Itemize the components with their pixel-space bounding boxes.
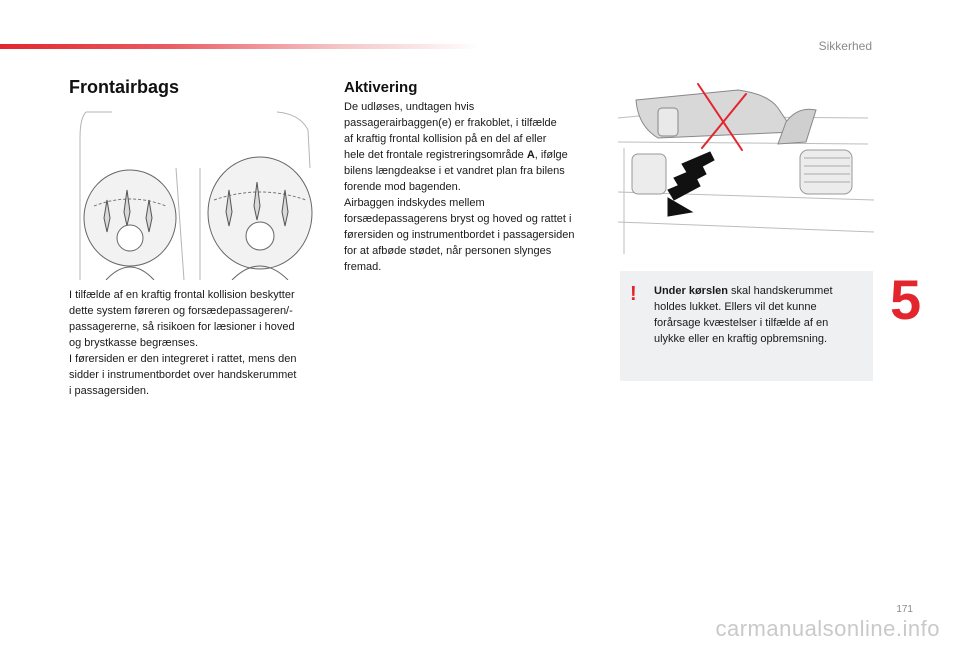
- watermark: carmanualsonline.info: [715, 616, 940, 641]
- warning-text: [654, 283, 864, 347]
- airbag-occupants-illustration: [72, 108, 320, 280]
- page-number: 171: [896, 604, 913, 615]
- dashboard-glovebox-illustration: [618, 82, 874, 254]
- aktivering-title: Aktivering: [344, 79, 418, 96]
- frontairbags-title: Frontairbags: [69, 77, 180, 97]
- chapter-number: 5: [890, 268, 922, 331]
- section-title: Sikkerhed: [818, 39, 872, 53]
- header-accent-bar: [0, 44, 480, 49]
- zone-label: A: [526, 149, 535, 161]
- aktivering-text-part: De udløses, undtagen hvis passagerairbaggen(e) er frakoblet, i tilfælde af kraftig frontal kollision på en del af eller hele det frontale registreringsområde: [344, 101, 557, 161]
- warning-exclamation-icon: !: [630, 283, 637, 305]
- warning-box: [620, 271, 873, 381]
- warning-bold-lead: Under kørslen: [654, 285, 728, 297]
- aktivering-text-part-2: , ifølge bilens længdeakse i et vandret plan fra bilens forende mod bagenden. Airbaggen indskydes mellem forsædepassagerens bryst og hoved og rattet i førersiden og instrumentbordet i passagersiden for at afbøde stødet, når personen slynges fremad.: [344, 149, 575, 273]
- frontairbags-paragraph: I tilfælde af en kraftig frontal kollision beskytter dette system føreren og forsædepassageren/- passagererne, så risikoen for læsioner i hoved og brystkasse begrænses. I førersiden er den integreret i rattet, mens den sidder i instrumentbordet over handskerummet i passagersiden.: [69, 289, 297, 397]
- aktivering-paragraph: [344, 99, 604, 275]
- warning-body: skal handskerummet holdes lukket. Ellers vil det kunne forårsage kvæstelser i tilfælde af en ulykke eller en kraftig opbremsning.: [654, 285, 833, 345]
